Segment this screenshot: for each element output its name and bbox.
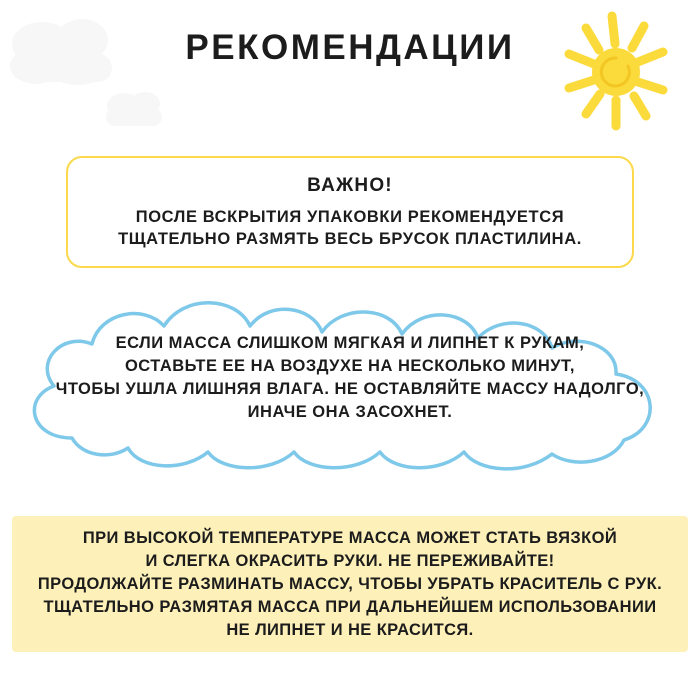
cloud-line-2: ОСТАВЬТЕ ЕЕ НА ВОЗДУХЕ НА НЕСКОЛЬКО МИНУТ, [124,357,576,375]
yellow-line-4: ТЩАТЕЛЬНО РАЗМЯТАЯ МАССА ПРИ ДАЛЬНЕЙШЕМ ИСПОЛЬЗОВАНИИ [43,597,657,616]
yellow-line-1: ПРИ ВЫСОКОЙ ТЕМПЕРАТУРЕ МАССА МОЖЕТ СТАТЬ ВЯЗКОЙ [82,528,618,547]
important-line-1: ПОСЛЕ ВСКРЫТИЯ УПАКОВКИ РЕКОМЕНДУЕТСЯ [135,207,565,226]
yellow-note-panel [12,516,688,652]
sun-icon [542,2,692,142]
cloud-line-4: ИНАЧЕ ОНА ЗАСОХНЕТ. [247,403,453,421]
yellow-line-5: НЕ ЛИПНЕТ И НЕ КРАСИТСЯ. [226,620,474,639]
important-headline: ВАЖНО! [307,174,393,196]
cloud-icon [100,86,168,132]
cloud-line-3: ЧТОБЫ УШЛА ЛИШНЯЯ ВЛАГА. НЕ ОСТАВЛЯЙТЕ МАССУ НАДОЛГО, [55,380,645,398]
yellow-line-2: И СЛЕГКА ОКРАСИТЬ РУКИ. НЕ ПЕРЕЖИВАЙТЕ! [145,551,555,570]
cloud-line-1: ЕСЛИ МАССА СЛИШКОМ МЯГКАЯ И ЛИПНЕТ К РУКАМ, [115,334,585,352]
cloud-callout-block [12,288,688,488]
important-line-2: ТЩАТЕЛЬНО РАЗМЯТЬ ВЕСЬ БРУСОК ПЛАСТИЛИНА. [118,229,582,248]
page-title: РЕКОМЕНДАЦИИ [185,28,515,67]
important-callout-box [66,156,634,268]
yellow-line-3: ПРОДОЛЖАЙТЕ РАЗМИНАТЬ МАССУ, ЧТОБЫ УБРАТЬ КРАСИТЕЛЬ С РУК. [37,574,663,593]
cloud-text-block [12,332,688,424]
